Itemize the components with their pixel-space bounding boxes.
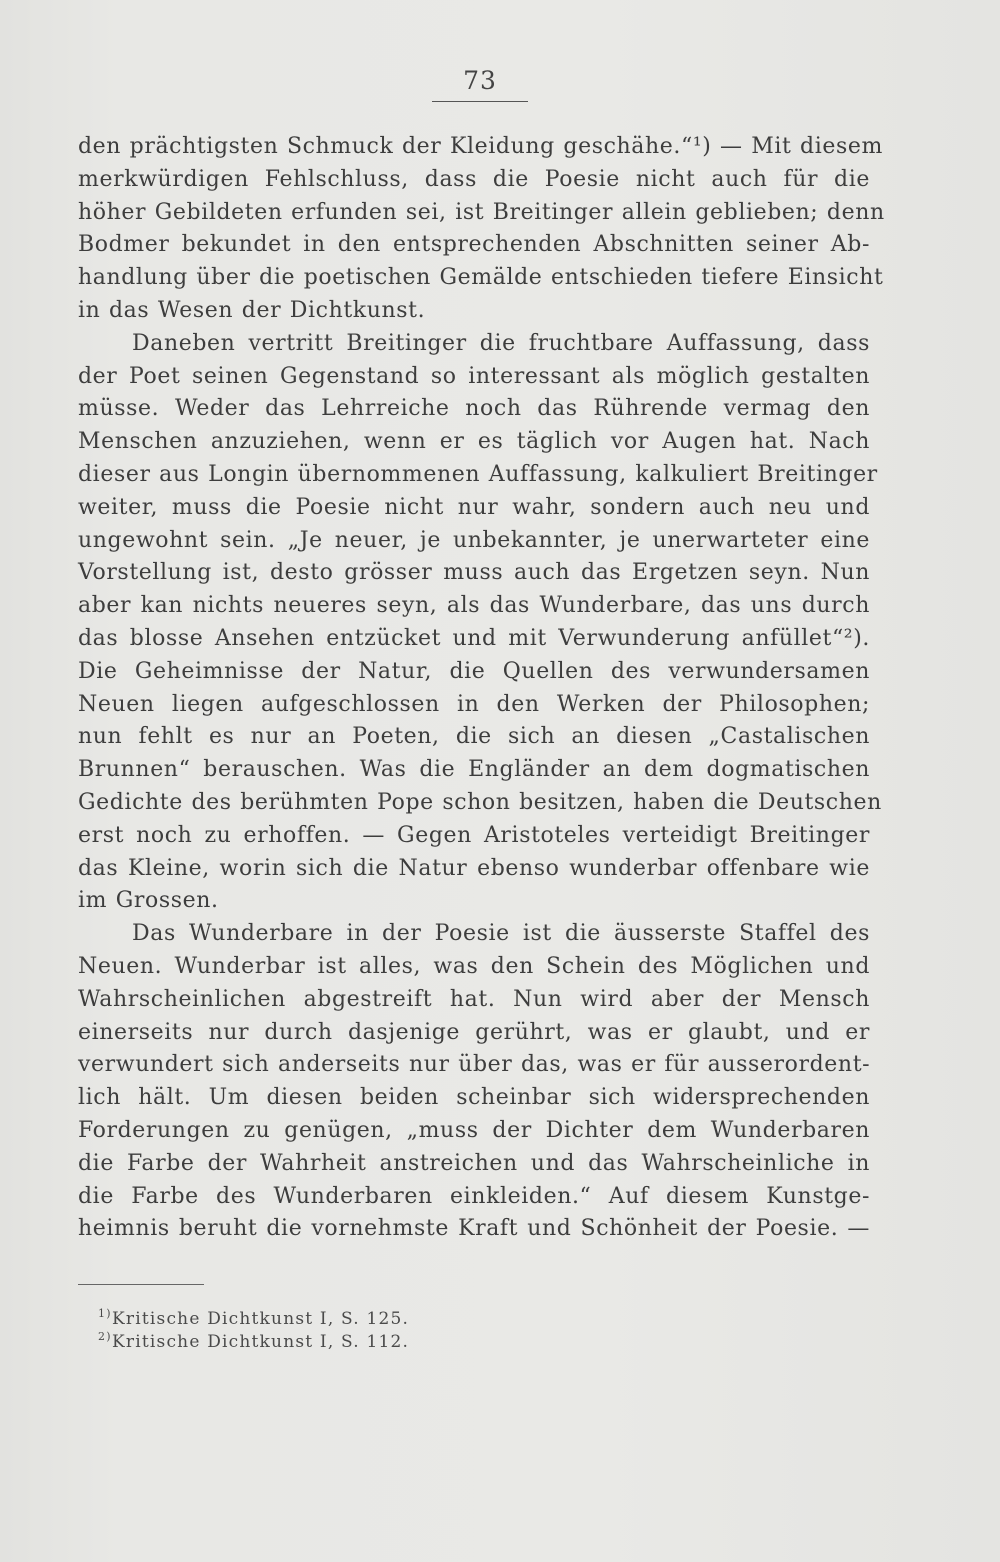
- text-line: in das Wesen der Dichtkunst.: [78, 297, 426, 323]
- text-line: einerseits nur durch dasjenige gerührt, was er glaubt, und er: [78, 1019, 870, 1045]
- body-text: [78, 131, 885, 1246]
- text-line: Die Geheimnisse der Natur, die Quellen des verwundersamen: [78, 658, 870, 684]
- text-line: lich hält. Um diesen beiden scheinbar sich widersprechenden: [78, 1085, 870, 1111]
- text-line: Gedichte des berühmten Pope schon besitzen, haben die Deutschen: [78, 789, 882, 815]
- text-line: Brunnen“ berauschen. Was die Engländer an dem dogmatischen: [78, 757, 870, 783]
- text-line: im Grossen.: [78, 888, 219, 914]
- page-number-rule: [432, 101, 528, 102]
- text-line: heimnis beruht die vornehmste Kraft und Schönheit der Poesie. —: [78, 1216, 870, 1242]
- text-line: die Farbe der Wahrheit anstreichen und das Wahrscheinliche in: [78, 1150, 870, 1176]
- text-line: müsse. Weder das Lehrreiche noch das Rührende vermag den: [78, 396, 870, 422]
- text-line: ungewohnt sein. „Je neuer, je unbekannter, je unerwarteter eine: [78, 527, 870, 553]
- footnotes: [98, 1307, 410, 1354]
- text-line: Vorstellung ist, desto grösser muss auch das Ergetzen seyn. Nun: [78, 560, 870, 586]
- footnote-rule: [78, 1284, 204, 1285]
- text-line: Daneben vertritt Breitinger die fruchtbare Auffassung, dass: [132, 330, 870, 356]
- text-line: Das Wunderbare in der Poesie ist die äusserste Staffel des: [132, 921, 870, 947]
- text-line: der Poet seinen Gegenstand so interessant als möglich gestalten: [78, 363, 870, 389]
- text-line: die Farbe des Wunderbaren einkleiden.“ Auf diesem Kunstge-: [78, 1183, 870, 1209]
- text-line: Forderungen zu genügen, „muss der Dichter dem Wunderbaren: [78, 1117, 870, 1143]
- text-line: nun fehlt es nur an Poeten, die sich an diesen „Castalischen: [78, 724, 870, 750]
- text-line: Neuen. Wunderbar ist alles, was den Schein des Möglichen und: [78, 953, 870, 979]
- footnote: [98, 1307, 410, 1331]
- text-line: das Kleine, worin sich die Natur ebenso wunderbar offenbare wie: [78, 855, 870, 881]
- footnote-text: Kritische Dichtkunst I, S. 112.: [112, 1332, 410, 1352]
- text-line: Neuen liegen aufgeschlossen in den Werken der Philosophen;: [78, 691, 870, 717]
- footnote-text: Kritische Dichtkunst I, S. 125.: [112, 1309, 410, 1329]
- text-line: erst noch zu erhoffen. — Gegen Aristoteles verteidigt Breitinger: [78, 822, 870, 848]
- text-line: dieser aus Longin übernommenen Auffassung, kalkuliert Breitinger: [78, 461, 878, 487]
- page-number: 73: [463, 66, 497, 95]
- text-line: verwundert sich anderseits nur über das, was er für ausserordent-: [78, 1052, 871, 1078]
- footnote: [98, 1330, 410, 1354]
- text-line: Wahrscheinlichen abgestreift hat. Nun wird aber der Mensch: [78, 986, 870, 1012]
- text-line: den prächtigsten Schmuck der Kleidung geschähe.“¹) — Mit diesem: [78, 134, 883, 159]
- text-line: das blosse Ansehen entzücket und mit Verwunderung anfüllet“²).: [78, 625, 870, 651]
- text-line: aber kan nichts neueres seyn, als das Wunderbare, das uns durch: [78, 593, 870, 619]
- text-line: höher Gebildeten erfunden sei, ist Breitinger allein geblieben; denn: [78, 199, 885, 225]
- text-line: Menschen anzuziehen, wenn er es täglich vor Augen hat. Nach: [78, 429, 870, 455]
- text-line: Bodmer bekundet in den entsprechenden Abschnitten seiner Ab-: [78, 232, 870, 258]
- footnote-mark: 2): [98, 1330, 112, 1343]
- footnote-mark: 1): [98, 1307, 112, 1320]
- text-line: merkwürdigen Fehlschluss, dass die Poesie nicht auch für die: [78, 166, 870, 192]
- text-line: handlung über die poetischen Gemälde entschieden tiefere Einsicht: [78, 265, 884, 291]
- text-line: weiter, muss die Poesie nicht nur wahr, sondern auch neu und: [78, 494, 870, 520]
